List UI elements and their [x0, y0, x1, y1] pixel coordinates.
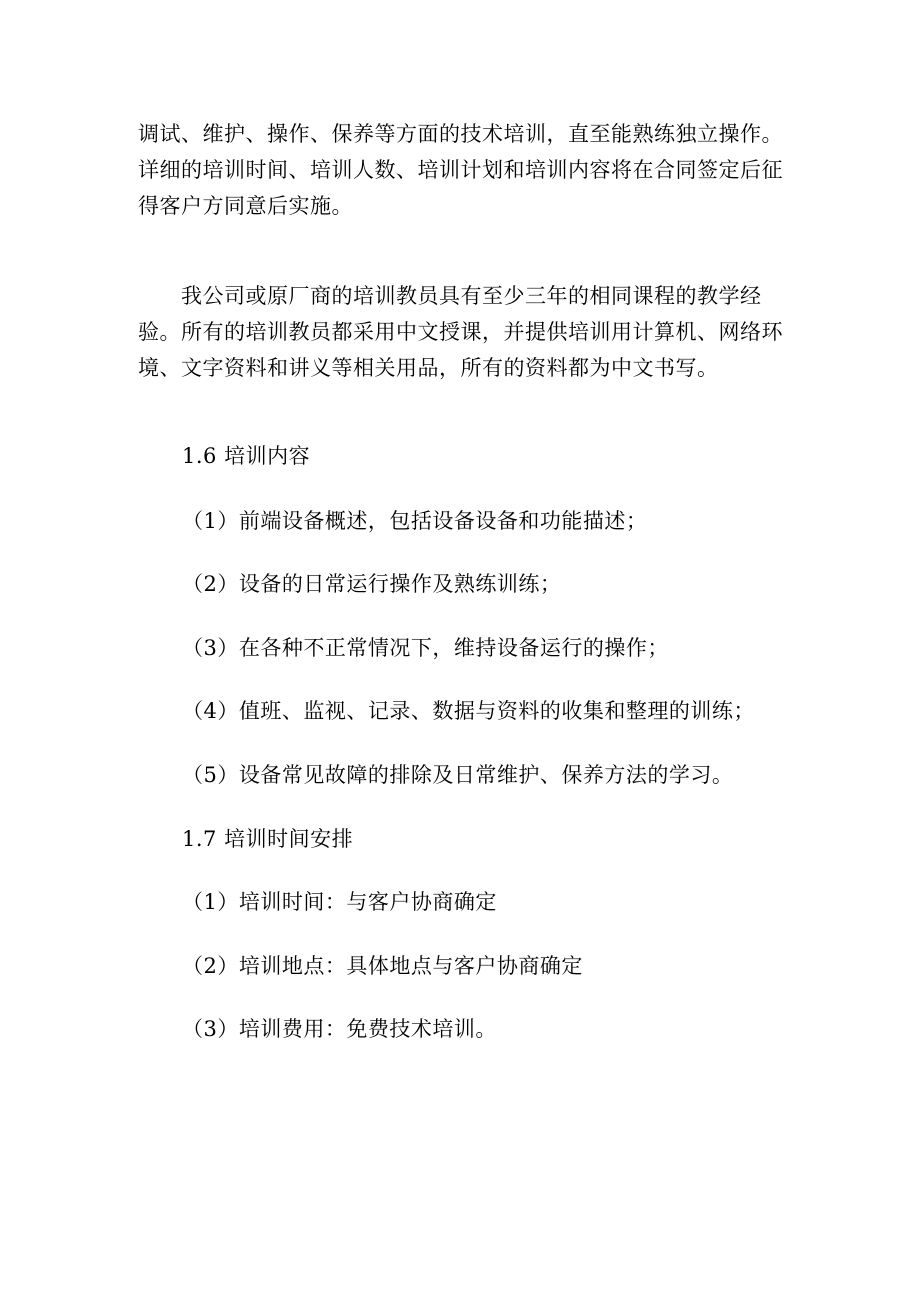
paragraph-line: 我公司或原厂商的培训教员具有至少三年的相同课程的教学经: [138, 284, 762, 308]
list-item: （3）培训费用：免费技术培训。: [182, 1017, 497, 1041]
paragraph-line: 得客户方同意后实施。: [138, 194, 353, 218]
list-item: （5）设备常见故障的排除及日常维护、保养方法的学习。: [182, 763, 734, 787]
paragraph-line: 验。所有的培训教员都采用中文授课，并提供培训用计算机、网络环: [138, 320, 783, 344]
paragraph-line: 详细的培训时间、培训人数、培训计划和培训内容将在合同签定后征: [138, 158, 783, 182]
list-item: （3）在各种不正常情况下，维持设备运行的操作；: [182, 636, 669, 660]
section-heading-training-content: 1.6 培训内容: [182, 444, 311, 468]
section-heading-training-schedule: 1.7 培训时间安排: [182, 827, 354, 851]
list-item: （2）设备的日常运行操作及熟练训练；: [182, 572, 562, 596]
list-item: （1）培训时间：与客户协商确定: [182, 890, 497, 914]
list-item: （2）培训地点：具体地点与客户协商确定: [182, 954, 583, 978]
paragraph-line: 境、文字资料和讲义等相关用品，所有的资料都为中文书写。: [138, 356, 719, 380]
paragraph-trainer-qualification: [138, 278, 798, 386]
paragraph-line: 调试、维护、操作、保养等方面的技术培训，直至能熟练独立操作。: [138, 122, 783, 146]
list-item: （4）值班、监视、记录、数据与资料的收集和整理的训练；: [182, 699, 755, 723]
paragraph-training-intro: [138, 116, 798, 224]
list-item: （1）前端设备概述，包括设备设备和功能描述；: [182, 509, 648, 533]
